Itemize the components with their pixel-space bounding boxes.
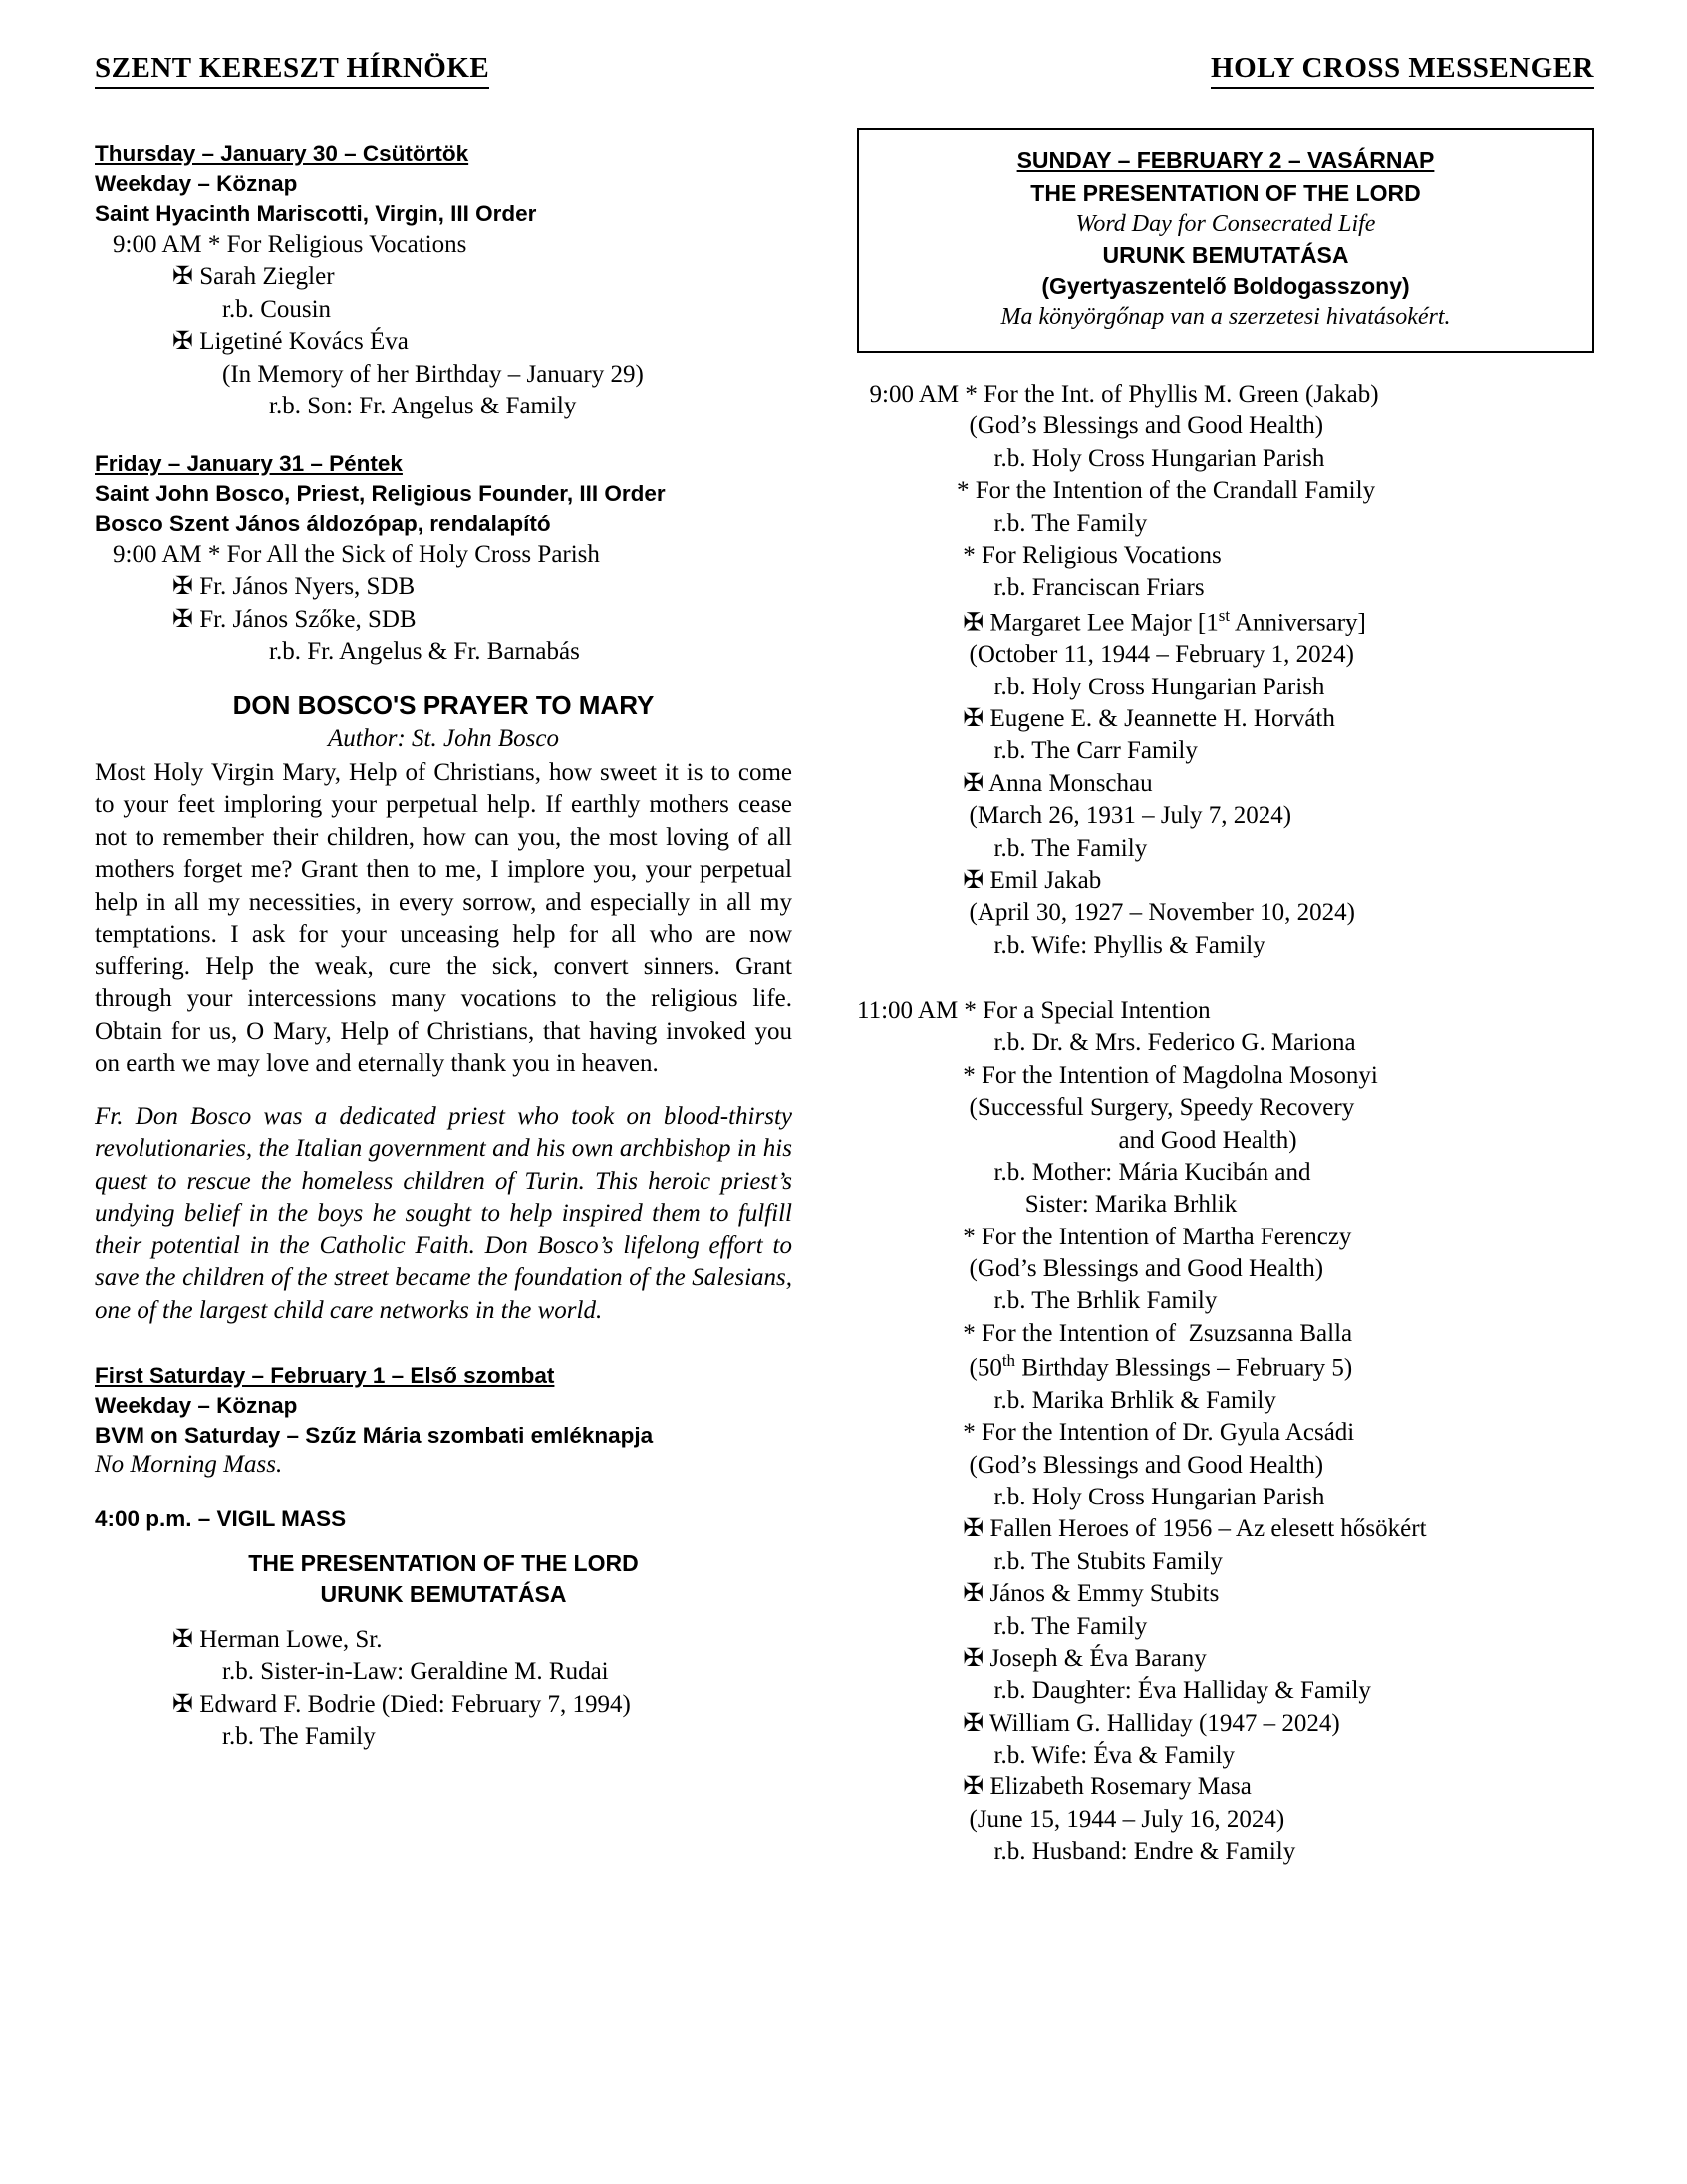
mass-line: r.b. The Family xyxy=(857,834,1148,862)
mass-line: (June 15, 1944 – July 16, 2024) xyxy=(857,1805,1285,1833)
saturday-entry: ✠ Edward F. Bodrie (Died: February 7, 1994) xyxy=(172,1690,631,1718)
mass-line: ✠ János & Emmy Stubits xyxy=(857,1580,1220,1608)
thursday-entry: 9:00 AM * For Religious Vocations xyxy=(113,230,467,258)
mass-line: ✠ Eugene E. & Jeannette H. Horváth xyxy=(857,705,1335,733)
spacer xyxy=(857,961,1594,995)
feast-box-subtitle: Word Day for Consecrated Life xyxy=(1075,211,1376,237)
saturday-entry: r.b. The Family xyxy=(222,1723,376,1751)
first-saturday-block xyxy=(95,1361,792,1754)
thursday-entry: ✠ Sarah Ziegler xyxy=(172,263,335,291)
masthead-right-title: HOLY CROSS MESSENGER xyxy=(1211,52,1594,89)
prayer-note: Fr. Don Bosco was a dedicated priest who took on blood-thirsty revolutionaries, the Italian government and his own archbishop in his quest to rescue the homeless children of Turin. This heroic priest’s undying belief in the boys he sought to help inspired them to fulfill their potential in the Catholic Faith. Don Bosco’s lifelong effort to save the children of the street became the foundation of the Salesians, one of the largest child care networks in the world. xyxy=(95,1102,792,1324)
mass-line: Sister: Marika Brhlik xyxy=(857,1191,1238,1219)
vigil-feast-hu: URUNK BEMUTATÁSA xyxy=(320,1580,567,1607)
mass-line: r.b. The Stubits Family xyxy=(857,1547,1223,1575)
mass-line: r.b. Holy Cross Hungarian Parish xyxy=(857,444,1325,472)
friday-entry: ✠ Fr. János Nyers, SDB xyxy=(172,573,416,601)
prayer-author: Author: St. John Bosco xyxy=(328,724,559,752)
mass-line: * For Religious Vocations xyxy=(857,541,1222,569)
feast-box-date: SUNDAY – FEBRUARY 2 – VASÁRNAP xyxy=(1016,147,1435,173)
spacer xyxy=(95,1327,792,1361)
thursday-entry: ✠ Ligetiné Kovács Éva xyxy=(172,328,409,356)
saturday-no-mass-line: No Morning Mass. xyxy=(95,1450,283,1478)
mass-line: * For the Intention of Dr. Gyula Acsádi xyxy=(857,1419,1355,1447)
mass-line: ✠ Anna Monschau xyxy=(857,769,1153,797)
mass-line: r.b. The Family xyxy=(857,509,1148,537)
mass-line: ✠ Emil Jakab xyxy=(857,866,1102,894)
mass-line: * For the Intention of Zsuzsanna Balla xyxy=(857,1319,1353,1347)
prayer-title: DON BOSCO'S PRAYER TO MARY xyxy=(232,689,655,720)
mass-line: r.b. Wife: Éva & Family xyxy=(857,1742,1236,1770)
mass-900-list xyxy=(857,379,1594,961)
mass-line: r.b. Franciscan Friars xyxy=(857,574,1205,602)
mass-line: r.b. Daughter: Éva Halliday & Family xyxy=(857,1677,1371,1705)
mass-line-anniversary: ✠ Margaret Lee Major [1st Anniversary] xyxy=(857,605,1366,636)
thursday-entry: r.b. Son: Fr. Angelus & Family xyxy=(269,393,577,420)
mass-line: (March 26, 1931 – July 7, 2024) xyxy=(857,802,1292,830)
thursday-saint-line: Saint Hyacinth Mariscotti, Virgin, III Order xyxy=(95,200,537,226)
mass-line: r.b. Marika Brhlik & Family xyxy=(857,1386,1276,1414)
saturday-bvm-line: BVM on Saturday – Szűz Mária szombati emléknapja xyxy=(95,1422,654,1448)
mass-line: r.b. Holy Cross Hungarian Parish xyxy=(857,673,1325,700)
feast-box-note-hu: Ma könyörgőnap van a szerzetesi hivatásokért. xyxy=(1000,304,1451,330)
friday-saint-line-en: Saint John Bosco, Priest, Religious Founder, III Order xyxy=(95,480,666,506)
saturday-weekday-line: Weekday – Köznap xyxy=(95,1392,298,1418)
spacer xyxy=(95,1610,792,1624)
friday-block xyxy=(95,449,792,669)
mass-line: (God’s Blessings and Good Health) xyxy=(857,412,1324,440)
mass-line: (October 11, 1944 – February 1, 2024) xyxy=(857,641,1354,669)
mass-line: r.b. The Family xyxy=(857,1612,1148,1640)
mass-line: ✠ Fallen Heroes of 1956 – Az elesett hősökért xyxy=(857,1515,1427,1543)
thursday-date-line: Thursday – January 30 – Csütörtök xyxy=(95,141,469,166)
friday-saint-line-hu: Bosco Szent János áldozópap, rendalapító xyxy=(95,510,551,536)
feast-box-title-en: THE PRESENTATION OF THE LORD xyxy=(1030,180,1421,206)
mass-line: * For the Intention of Martha Ferenczy xyxy=(857,1223,1352,1250)
mass-line: r.b. Mother: Mária Kucibán and xyxy=(857,1158,1311,1186)
mass-line: r.b. Wife: Phyllis & Family xyxy=(857,931,1265,958)
prayer-body: Most Holy Virgin Mary, Help of Christians, how sweet it is to come to your feet imploring your perpetual help. If earthly mothers cease not to remember their children, how can you, the most loving of all mothers forget me? Grant then to me, I implore you, your perpetual help in all my necessities, in every sorrow, and especially in all my temptations. I ask for your unceasing help for all who are now suffering. Help the weak, cure the sick, convert sinners. Grant through your intercessions many vocations to the religious life. Obtain for us, O Mary, Help of Christians, that having invoked you on earth we may love and eternally thank you in heaven. xyxy=(95,758,792,1078)
spacer xyxy=(95,423,792,449)
thursday-block xyxy=(95,139,792,423)
mass-line: ✠ Elizabeth Rosemary Masa xyxy=(857,1774,1252,1801)
mass-line: and Good Health) xyxy=(857,1126,1297,1154)
spacer xyxy=(95,1534,792,1548)
mass-line: (God’s Blessings and Good Health) xyxy=(857,1451,1324,1479)
mass-line: r.b. The Brhlik Family xyxy=(857,1287,1218,1315)
mass-line: 11:00 AM * For a Special Intention xyxy=(857,997,1211,1025)
masthead-left-title: SZENT KERESZT HÍRNÖKE xyxy=(95,52,489,89)
mass-line: 9:00 AM * For the Int. of Phyllis M. Green (Jakab) xyxy=(857,381,1379,408)
feast-box-title-hu-alt: (Gyertyaszentelő Boldogasszony) xyxy=(1041,273,1410,299)
saturday-entry: ✠ Herman Lowe, Sr. xyxy=(172,1625,383,1653)
saturday-date-line: First Saturday – February 1 – Első szombat xyxy=(95,1363,555,1389)
mass-line: (Successful Surgery, Speedy Recovery xyxy=(857,1094,1355,1122)
spacer xyxy=(95,1479,792,1504)
right-column xyxy=(857,128,1594,1869)
vigil-mass-line: 4:00 p.m. – VIGIL MASS xyxy=(95,1505,347,1531)
mass-1100-list xyxy=(857,995,1594,1868)
left-column xyxy=(95,139,792,1754)
mass-line-birthday: (50th Birthday Blessings – February 5) xyxy=(857,1351,1353,1382)
mass-line: r.b. The Carr Family xyxy=(857,737,1198,765)
mass-line: r.b. Husband: Endre & Family xyxy=(857,1838,1296,1866)
friday-date-line: Friday – January 31 – Péntek xyxy=(95,450,403,476)
masthead xyxy=(95,52,1594,89)
mass-line: ✠ William G. Halliday (1947 – 2024) xyxy=(857,1709,1340,1737)
mass-line: (April 30, 1927 – November 10, 2024) xyxy=(857,899,1355,927)
friday-entry: r.b. Fr. Angelus & Fr. Barnabás xyxy=(269,638,580,666)
thursday-entry: (In Memory of her Birthday – January 29) xyxy=(222,360,644,388)
mass-line: (God’s Blessings and Good Health) xyxy=(857,1255,1324,1283)
friday-entry: 9:00 AM * For All the Sick of Holy Cross Parish xyxy=(113,540,600,568)
mass-line: r.b. Holy Cross Hungarian Parish xyxy=(857,1484,1325,1511)
mass-line: ✠ Joseph & Éva Barany xyxy=(857,1644,1207,1672)
prayer-block xyxy=(95,690,792,1328)
sunday-feast-box xyxy=(857,128,1594,353)
mass-line: * For the Intention of Magdolna Mosonyi xyxy=(857,1061,1378,1089)
friday-entry: ✠ Fr. János Szőke, SDB xyxy=(172,605,417,633)
feast-box-title-hu: URUNK BEMUTATÁSA xyxy=(1102,242,1349,268)
thursday-entry: r.b. Cousin xyxy=(222,295,332,323)
mass-line: * For the Intention of the Crandall Family xyxy=(857,477,1376,505)
saturday-entry: r.b. Sister-in-Law: Geraldine M. Rudai xyxy=(222,1658,609,1686)
thursday-weekday-line: Weekday – Köznap xyxy=(95,170,298,196)
vigil-feast-en: THE PRESENTATION OF THE LORD xyxy=(248,1549,639,1576)
mass-line: r.b. Dr. & Mrs. Federico G. Mariona xyxy=(857,1029,1356,1057)
